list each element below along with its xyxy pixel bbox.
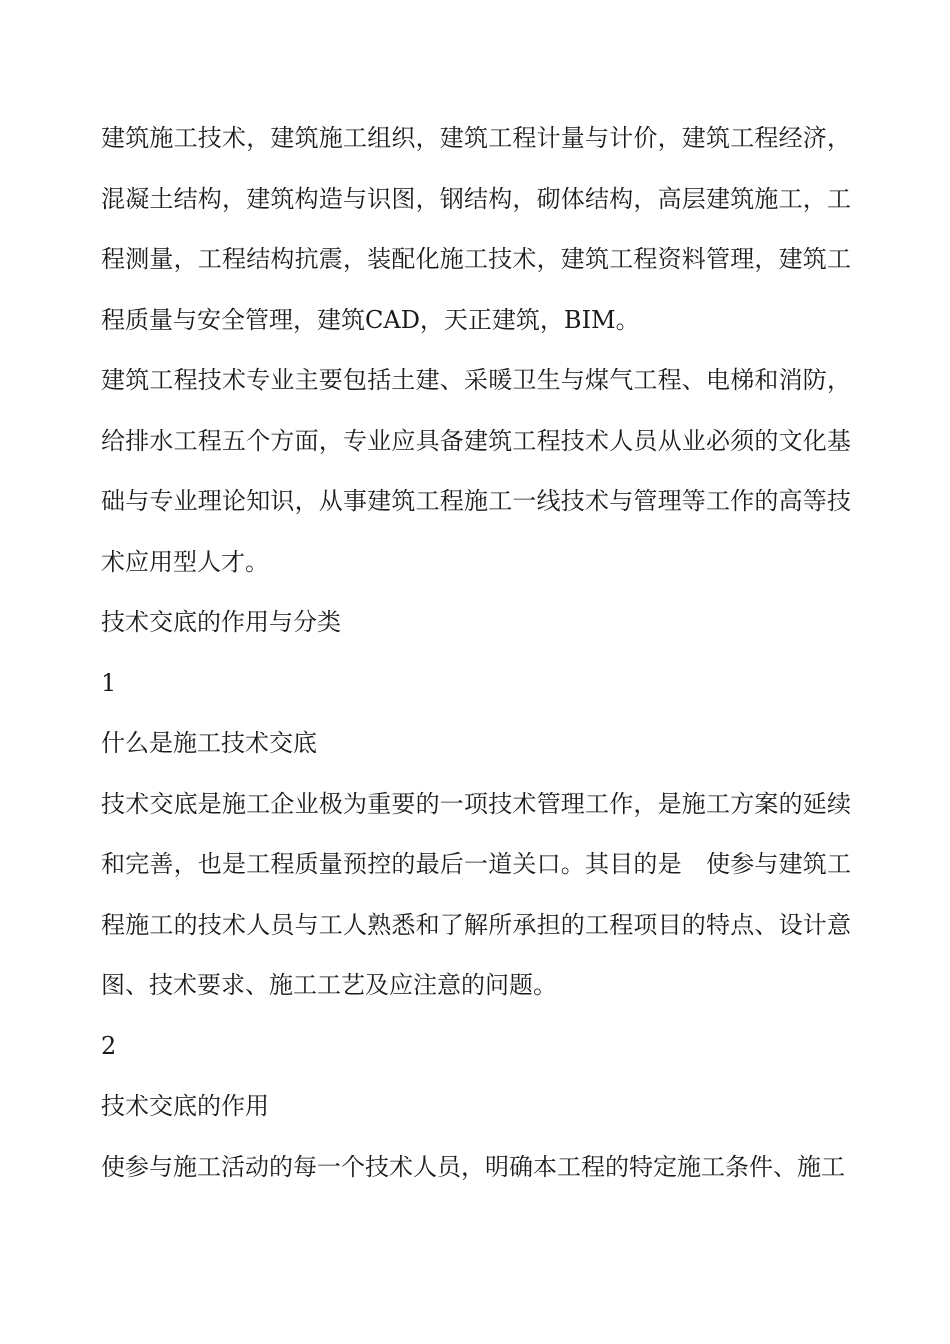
- body-paragraph-course-list: 建筑施工技术，建筑施工组织，建筑工程计量与计价，建筑工程经济，混凝土结构，建筑构造与识图，钢结构，砌体结构，高层建筑施工，工程测量，工程结构抗震，装配化施工技术，建筑工程资料管理，建筑工程质量与安全管理，建筑CAD，天正建筑，BIM。: [101, 124, 851, 334]
- document-body: [101, 108, 851, 1197]
- subsection-heading-disclosure-role: 技术交底的作用: [101, 1092, 269, 1120]
- section-heading-technical-disclosure: 技术交底的作用与分类: [101, 608, 341, 636]
- body-paragraph-disclosure-role: 使参与施工活动的每一个技术人员，明确本工程的特定施工条件、施工: [101, 1152, 845, 1181]
- body-paragraph-major-description: 建筑工程技术专业主要包括土建、采暖卫生与煤气工程、电梯和消防，给排水工程五个方面，专业应具备建筑工程技术人员从业必须的文化基础与专业理论知识，从事建筑工程施工一线技术与管理等工作的高等技术应用型人才。: [101, 366, 851, 576]
- subsection-heading-what-is-disclosure: 什么是施工技术交底: [101, 729, 317, 757]
- section-number-2: 2: [101, 1031, 117, 1060]
- section-number-1: 1: [101, 668, 117, 697]
- body-paragraph-disclosure-definition: 技术交底是施工企业极为重要的一项技术管理工作，是施工方案的延续和完善，也是工程质量预控的最后一道关口。其目的是 使参与建筑工程施工的技术人员与工人熟悉和了解所承担的工程项目的特点、设计意图、技术要求、施工工艺及应注意的问题。: [101, 789, 851, 999]
